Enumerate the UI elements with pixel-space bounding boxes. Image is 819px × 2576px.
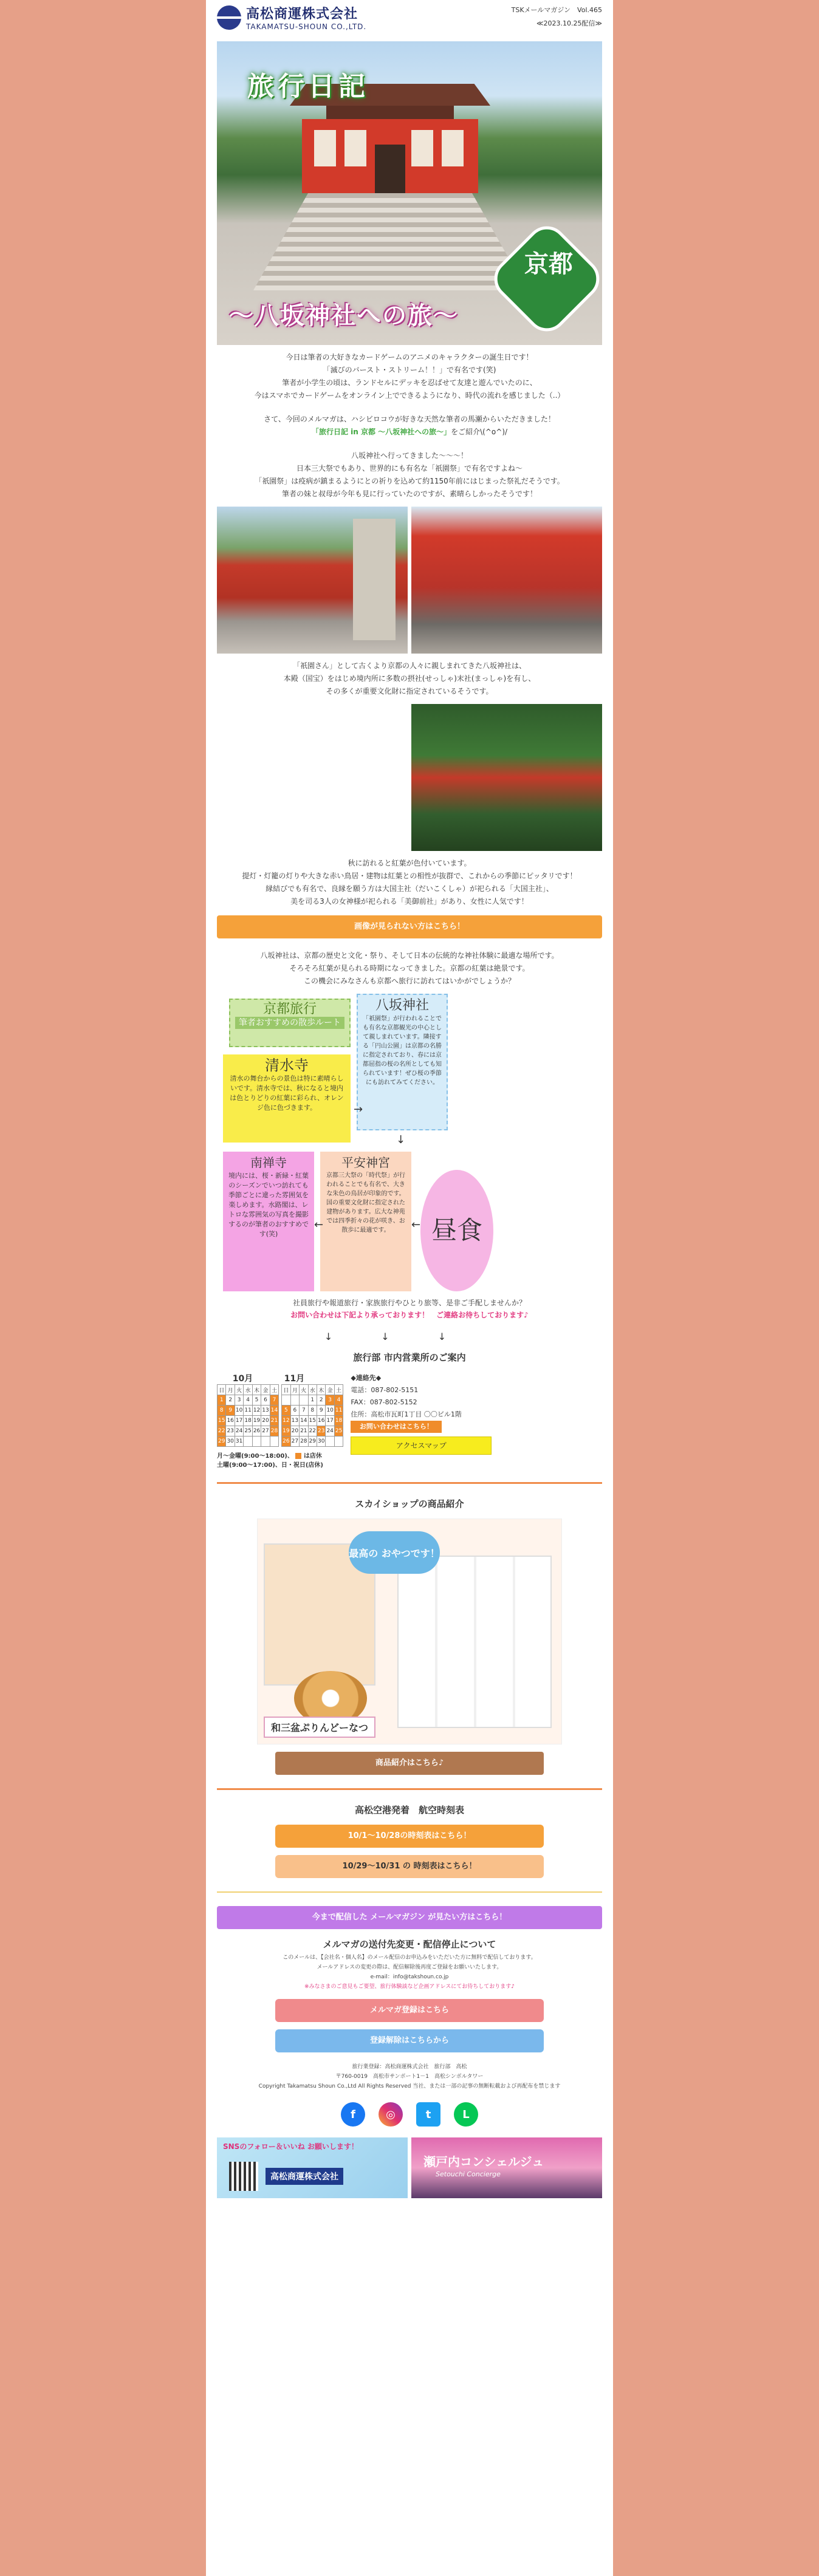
kyoto-emblem: [486, 218, 602, 340]
intro-line: をご紹介\(^o^)/: [451, 428, 508, 436]
body-line: その多くが重要文化財に指定されているそうです。: [326, 687, 493, 695]
feature-title: 「旅行日記 in 京都 〜八坂神社への旅〜」: [311, 428, 451, 436]
arrow-left-icon: ←: [314, 1218, 324, 1231]
body-line: 提灯・灯籠の灯りや大きな赤い鳥居・建物は紅葉との相性が抜群で、これからの季節にピッタリです！: [242, 872, 577, 880]
nanzenji-desc: 境内には、桜・新緑・紅葉のシーズンでいつ訪れても季節ごとに違った雰囲気を楽しめます。水路閣は、レトロな雰囲気の写真を撮影するのが筆者のおすすめです(笑): [228, 1172, 309, 1238]
photo-shrine-building: [411, 507, 602, 654]
arrow-down-icon: ↓: [381, 1331, 438, 1342]
inquiry-link[interactable]: お問い合わせはこちら！: [351, 1421, 442, 1433]
mailinfo-line: このメールは、【会社名・個人名】のメール配信のお申込みをいただいた方に無料で配信しております。: [283, 1955, 536, 1961]
line-icon[interactable]: L: [454, 2102, 478, 2127]
qr-code-icon: [229, 2162, 258, 2191]
yasaka-title: 八坂神社: [375, 998, 429, 1013]
hours-weekend: 土曜(9:00〜17:00)、日・祝日(店休): [217, 1462, 323, 1469]
flight-schedule-1-button[interactable]: 10/1〜10/28の時刻表はこちら！: [275, 1825, 544, 1848]
body-line: 美を司る3人の女神様が祀られる「美御前社」があり、女性に人気です！: [290, 897, 529, 906]
hours-weekday: 月〜金曜(9:00〜18:00)、: [217, 1453, 293, 1460]
body-line: 「祇園祭」は疫病が鎮まるようにとの祈りを込めて約1150年前にはじまった祭礼だそうです。: [255, 477, 564, 485]
card-heian: [320, 1152, 411, 1291]
intro-line: 筆者が小学生の頃は、ランドセルにデッキを忍ばせて友達と遊んでいたのに、: [282, 378, 537, 387]
product-button[interactable]: 商品紹介はこちら♪: [275, 1752, 544, 1775]
newsletter-page: [206, 0, 613, 2576]
intro-line: 「滅びのバースト・ストリーム！！」で有名です(笑): [323, 366, 496, 374]
calendar-month-oct: 10月: [232, 1374, 253, 1384]
mailinfo-line: メールアドレスの変更の際は、配信解除後再度ご登録をお願いいたします。: [317, 1964, 502, 1970]
banner-left-title: SNSのフォロー＆いいね お願いします！: [223, 2142, 358, 2151]
card-yasaka: [357, 994, 448, 1130]
issue-date: ≪2023.10.25配信≫: [536, 19, 602, 27]
banner-right-sub: Setouchi Concierge: [436, 2170, 501, 2178]
photo-row-1: [217, 507, 602, 654]
kyoto-emblem-text: 京都: [524, 250, 573, 278]
header: [206, 0, 613, 41]
logo-mark-icon: [217, 5, 241, 30]
body-line: 本殿（国宝）をはじめ境内所に多数の摂社(せっしゃ)末社(まっしゃ)を有し、: [283, 674, 536, 683]
arrow-row: [217, 1331, 602, 1342]
shop-title: スカイショップの商品紹介: [355, 1498, 464, 1509]
kiyomizu-title: 清水寺: [265, 1057, 309, 1074]
body-line: 縁結びでも有名で、良縁を願う方は大国主社（だいこくしゃ）が祀られる「大国主社」、: [266, 884, 553, 893]
flight-schedule-2-button[interactable]: 10/29〜10/31 の 時刻表はこちら！: [275, 1855, 544, 1878]
route-after: 社員旅行や報道旅行・家族旅行やひとり旅等、是非ご手配しませんか？: [292, 1299, 526, 1307]
backnumber-button[interactable]: 今まで配信した メールマガジン が見たい方はこちら！: [217, 1906, 602, 1929]
unsubscribe-button[interactable]: 登録解除はこちらから: [275, 2029, 544, 2052]
photo-lantern-forest: [411, 704, 602, 851]
body-line: 八坂神社は、京都の歴史と文化・祭り、そして日本の伝統的な神社体験に最適な場所です。: [260, 951, 559, 960]
calendar-november: 日 月 火 水 木 金 土 1 2 3 4 5 6 7 8 9 10 11 12 13 14 15 16 17 18 19 20 21 22 23 24 25 26 27 28 29 30: [281, 1384, 343, 1447]
arrow-down-icon: ↓: [324, 1331, 382, 1342]
sns-follow-banner[interactable]: [217, 2137, 408, 2198]
photo-lanterns: [217, 704, 408, 851]
route-head-title: 京都旅行: [262, 1002, 317, 1017]
mailinfo-email[interactable]: e-mail：info@takshoun.co.jp: [370, 1974, 449, 1980]
bottom-banners: [217, 2137, 602, 2198]
intro-text: [217, 351, 602, 402]
intro-line: 今はスマホでカードゲームをオンライン上でできるようになり、時代の流れを感じました（..）: [254, 391, 565, 400]
calendar-month-nov: 11月: [284, 1374, 305, 1384]
hero-title: 旅行日記: [247, 71, 369, 102]
intro-line: 今日は筆者の大好きなカードゲームのアニメのキャラクターの誕生日です！: [286, 353, 533, 361]
divider: [217, 1482, 602, 1484]
kiyomizu-desc: 清水の舞台からの景色は特に素晴らしいです。清水寺では、秋になると境内は色とりどりの紅葉に彩られ、オレンジ色に色づきます。: [230, 1074, 344, 1112]
route-after2: お問い合わせは下記より承っております！ ご連絡お待ちしております♪: [290, 1311, 529, 1319]
body-line: 「祇園さん」として古くより京都の人々に親しまれてきた八坂神社は、: [292, 661, 526, 670]
card-nanzenji: [223, 1152, 314, 1291]
company-name: 高松商運株式会社: [246, 7, 358, 22]
hero-image: [217, 41, 602, 345]
hero-subtitle: 〜八坂神社への旅〜: [229, 301, 459, 330]
intro-line: さて、今回のメルマガは、ハシビロコウが好きな天然な筆者の馬瀬からいただきました！: [264, 415, 555, 423]
arrow-down-icon: ↓: [396, 1133, 406, 1146]
body-line: そろそろ紅葉が見られる時期になってきました。京都の紅葉は絶景です。: [289, 964, 530, 972]
arrow-down-icon: ↓: [437, 1331, 495, 1342]
contact-addr: 住所：高松市瓦町1丁目 〇〇ビル1階: [351, 1410, 462, 1418]
twitter-icon[interactable]: t: [416, 2102, 440, 2127]
contact-tel: 電話：087-802-5151: [351, 1386, 419, 1394]
divider: [217, 1891, 602, 1893]
facebook-icon[interactable]: f: [341, 2102, 365, 2127]
instagram-icon[interactable]: ◎: [379, 2102, 403, 2127]
banner-left-sub: 高松商運株式会社: [266, 2168, 343, 2185]
contact-info: [351, 1372, 492, 1469]
body-line: 秋に訪れると紅葉が色付いています。: [348, 859, 471, 867]
arrow-left-icon: ←: [411, 1218, 421, 1231]
lunch-bubble: 昼食: [420, 1170, 493, 1291]
register-button[interactable]: メルマガ登録はこちら: [275, 1999, 544, 2022]
heian-desc: 京都三大祭の「時代祭」が行われることでも有名で、大きな朱色の鳥居が印象的です。国の重要文化財に指定された建物があります。広大な神苑では四季折々の花が咲き、お散歩に最適です。: [326, 1172, 405, 1234]
walking-route-map: [217, 994, 602, 1325]
sns-icons: [217, 2102, 602, 2127]
mailinfo-title: メルマガの送付先変更・配信停止について: [323, 1939, 496, 1950]
shop-bubble: 最高の おやつです！: [349, 1531, 440, 1574]
closed-legend: は店休: [303, 1453, 322, 1460]
body-line: この機会にみなさんも京都へ旅行に訪れてはいかがでしょうか？: [303, 977, 515, 985]
stone-stairs: [253, 193, 527, 290]
company-logo[interactable]: [217, 4, 366, 31]
heian-title: 平安神宮: [341, 1155, 390, 1170]
images-off-button[interactable]: 画像が見られない方はこちら！: [217, 915, 602, 938]
arrow-right-icon: →: [354, 1103, 363, 1116]
product-label: 和三盆ぷりんどーなつ: [264, 1717, 375, 1738]
route-head-sub: 筆者おすすめの散歩ルート: [235, 1017, 344, 1029]
body-line: 日本三大祭でもあり、世界的にも有名な「祇園祭」で有名ですよね〜: [296, 464, 523, 473]
footer-copyright: Copyright Takamatsu Shoun Co.,Ltd All Rights Reserved 当社、または一部の記事の無断転載および再配布を禁じます: [258, 2083, 561, 2089]
route-header: [229, 999, 351, 1047]
body-line: 八坂神社へ行ってきました〜〜〜！: [351, 451, 468, 460]
footer-line: 旅行業登録：高松商運株式会社 旅行部 高松: [352, 2064, 467, 2070]
magazine-issue: TSKメールマガジン Vol.465: [511, 6, 602, 14]
contact-fax: FAX：087-802-5152: [351, 1398, 417, 1406]
body-line: 筆者の妹と叔母が今年も見に行っていたのですが、素晴らしかったそうです！: [281, 490, 537, 498]
calendar: [217, 1372, 343, 1469]
flight-title: 高松空港発着 航空時刻表: [354, 1805, 464, 1816]
footer-line: 〒760-0019 高松市サンポート1－1 高松シンボルタワー: [335, 2074, 484, 2080]
office-title: 旅行部 市内営業所のご案内: [353, 1352, 466, 1363]
mailinfo-line: ※みなさまのご意見もご要望、旅行体験談など企画アドレスにてお待ちしております♪: [304, 1984, 515, 1990]
photo-row-2: [217, 704, 602, 851]
contact-head: ◆連絡先◆: [351, 1374, 382, 1382]
shop-product-image[interactable]: [257, 1519, 562, 1744]
closed-legend-swatch: [295, 1453, 301, 1459]
access-map-button[interactable]: アクセスマップ: [351, 1437, 492, 1455]
calendar-october: 日 月 火 水 木 金 土 1 2 3 4 5 6 7 8 9 10 11 12 13 14 15 16 17 18 19 20 21 22 23 24 25 26 27 28 29 30 31: [217, 1384, 279, 1447]
divider: [217, 1788, 602, 1790]
nanzenji-title: 南禅寺: [250, 1155, 287, 1170]
office-info: [217, 1372, 602, 1469]
card-kiyomizu: [223, 1054, 351, 1143]
product-boxes: [397, 1556, 552, 1728]
company-name-en: TAKAMATSU-SHOUN CO.,LTD.: [246, 22, 367, 31]
yasaka-desc: 「祇園祭」が行われることでも有名な京都観光の中心として親しまれています。隣接する「円山公園」は京都の名勝に指定されており、春には京都屈指の桜の名所としても知られています！ぜひ桜の季節にも訪れてみてください。: [363, 1016, 442, 1086]
setouchi-concierge-banner[interactable]: [411, 2137, 602, 2198]
photo-shrine-gate: [217, 507, 408, 654]
banner-right-title: 瀬戸内コンシェルジュ: [423, 2154, 544, 2169]
